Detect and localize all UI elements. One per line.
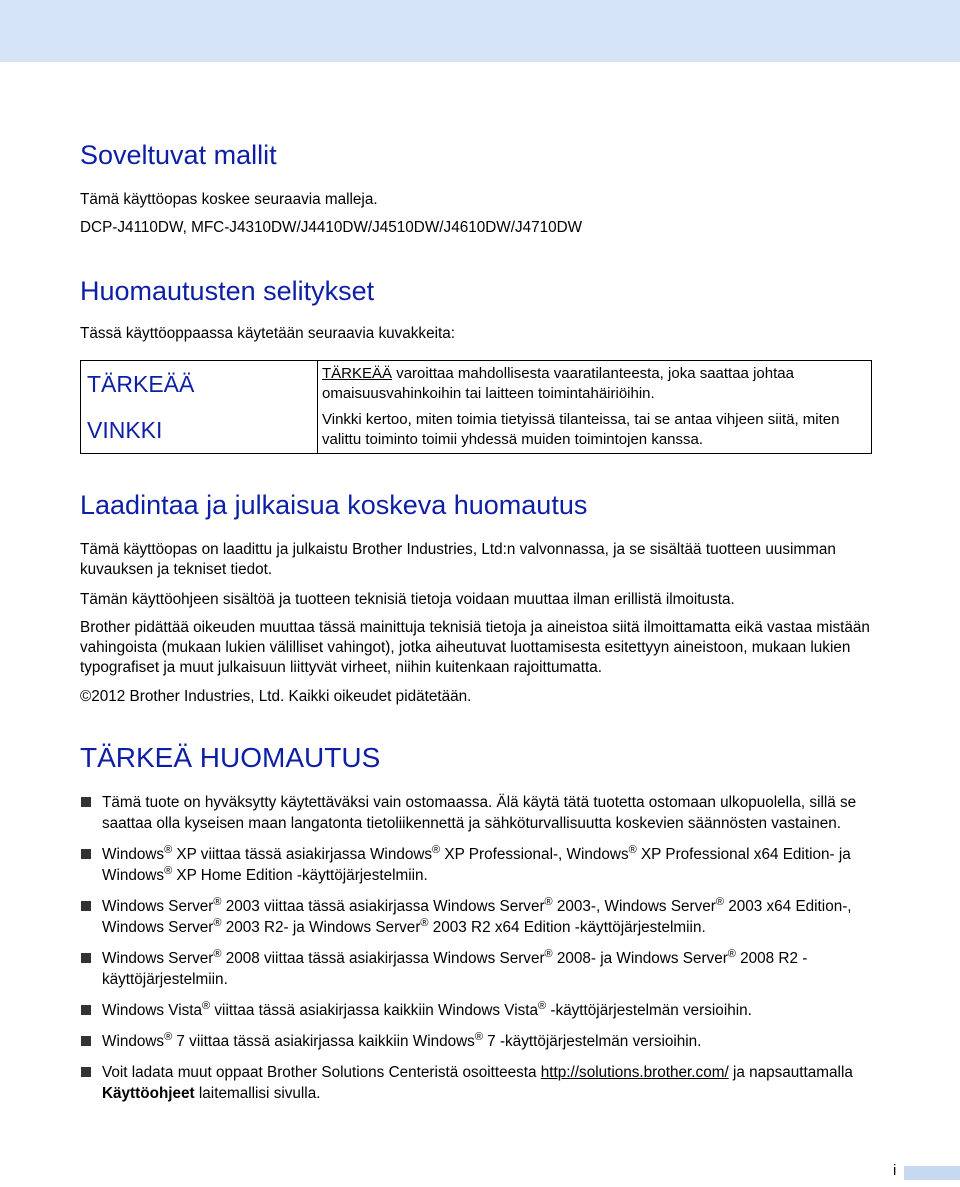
list-item: Voit ladata muut oppaat Brother Solutions Centeristä osoitteesta http://solutions.brother.com/ ja napsauttamalla Käyttöohjeet laitemallisi sivulla. [80, 1062, 900, 1104]
note-label-important: TÄRKEÄÄ [81, 361, 318, 408]
list-item: Windows® XP viittaa tässä asiakirjassa Windows® XP Professional-, Windows® XP Professional x64 Edition- ja Windows® XP Home Edition -käyttöjärjestelmiin. [80, 844, 900, 886]
user-guides-label: Käyttöohjeet [102, 1085, 195, 1102]
section-title-compilation: Laadintaa ja julkaisua koskeva huomautus [80, 490, 588, 520]
page-number: i [893, 1162, 897, 1179]
table-row [81, 361, 872, 408]
section-title-important: TÄRKEÄ HUOMAUTUS [80, 742, 381, 773]
page-footer [0, 1162, 960, 1182]
bullet-square-icon [81, 901, 91, 911]
list-item: Windows® 7 viittaa tässä asiakirjassa kaikkiin Windows® 7 -käyttöjärjestelmän versioihin. [80, 1031, 900, 1052]
bullet-square-icon [81, 1036, 91, 1046]
compilation-paragraph: Tämä käyttöopas on laadittu ja julkaistu Brother Industries, Ltd:n valvonnassa, ja se sisältää tuotteen uusimman kuvauksen ja tekniset tiedot. [80, 541, 836, 578]
note-desc-tip: Vinkki kertoo, miten toimia tietyissä tilanteissa, tai se antaa vihjeen siitä, miten valittu toiminto toimii yhdessä muiden toimintojen kanssa. [318, 407, 872, 454]
page-tab-marker [904, 1166, 960, 1180]
bullet-square-icon [81, 797, 91, 807]
compilation-paragraph: Brother pidättää oikeuden muuttaa tässä mainittuja teknisiä tietoja ja aineistoa siitä ilmoittamatta eikä vastaa mistään vahingoista (mukaan lukien välilliset vahingot), jotka aiheutuvat luottamisesta esitettyyn aineistoon, mukaan lukien typografiset ja muut julkaisuun liittyvät virheet, niihin kuitenkaan rajoittumatta. [80, 619, 870, 676]
header-band [0, 0, 960, 62]
note-desc-important [318, 361, 872, 408]
note-text: varoittaa mahdollisesta vaaratilanteesta, joka saattaa johtaa omaisuusvahinkoihin tai laitteen toimintahäiriöihin. [322, 365, 794, 402]
list-item: Windows Vista® viittaa tässä asiakirjassa kaikkiin Windows Vista® -käyttöjärjestelmän versioihin. [80, 1000, 900, 1021]
list-item: Windows Server® 2008 viittaa tässä asiakirjassa Windows Server® 2008- ja Windows Server® 2008 R2 - käyttöjärjestelmiin. [80, 948, 900, 990]
bullet-square-icon [81, 849, 91, 859]
compilation-paragraph: Tämän käyttöohjeen sisältöä ja tuotteen teknisiä tietoja voidaan muuttaa ilman erillistä ilmoitusta. [80, 591, 735, 608]
table-row [81, 407, 872, 454]
bullet-square-icon [81, 953, 91, 963]
models-intro: Tämä käyttöopas koskee seuraavia malleja. [80, 191, 378, 208]
models-list: DCP-J4110DW, MFC-J4310DW/J4410DW/J4510DW/J4610DW/J4710DW [80, 219, 583, 236]
list-item: Tämä tuote on hyväksytty käytettäväksi vain ostomaassa. Älä käytä tätä tuotetta ostomaan ulkopuolella, sillä se saattaa olla kyseisen maan langatonta tietoliikennettä ja sähköturvallisuutta koskevien säännösten vastainen. [80, 792, 900, 834]
solutions-center-link[interactable]: http://solutions.brother.com/ [540, 1064, 729, 1081]
section-title-models: Soveltuvat mallit [80, 140, 277, 170]
bullet-square-icon [81, 1005, 91, 1015]
notes-intro: Tässä käyttöoppaassa käytetään seuraavia kuvakkeita: [80, 325, 455, 342]
list-item: Windows Server® 2003 viittaa tässä asiakirjassa Windows Server® 2003-, Windows Server® 2003 x64 Edition-, Windows Server® 2003 R2- ja Windows Server® 2003 R2 x64 Edition -käyttöjärjestelmiin. [80, 896, 900, 938]
bullet-square-icon [81, 1067, 91, 1077]
important-list [80, 792, 900, 1114]
note-label-tip: VINKKI [81, 407, 318, 454]
notes-table [80, 360, 872, 454]
section-title-notes: Huomautusten selitykset [80, 276, 375, 306]
note-term: TÄRKEÄÄ [322, 365, 393, 382]
copyright-line: ©2012 Brother Industries, Ltd. Kaikki oikeudet pidätetään. [80, 688, 472, 705]
